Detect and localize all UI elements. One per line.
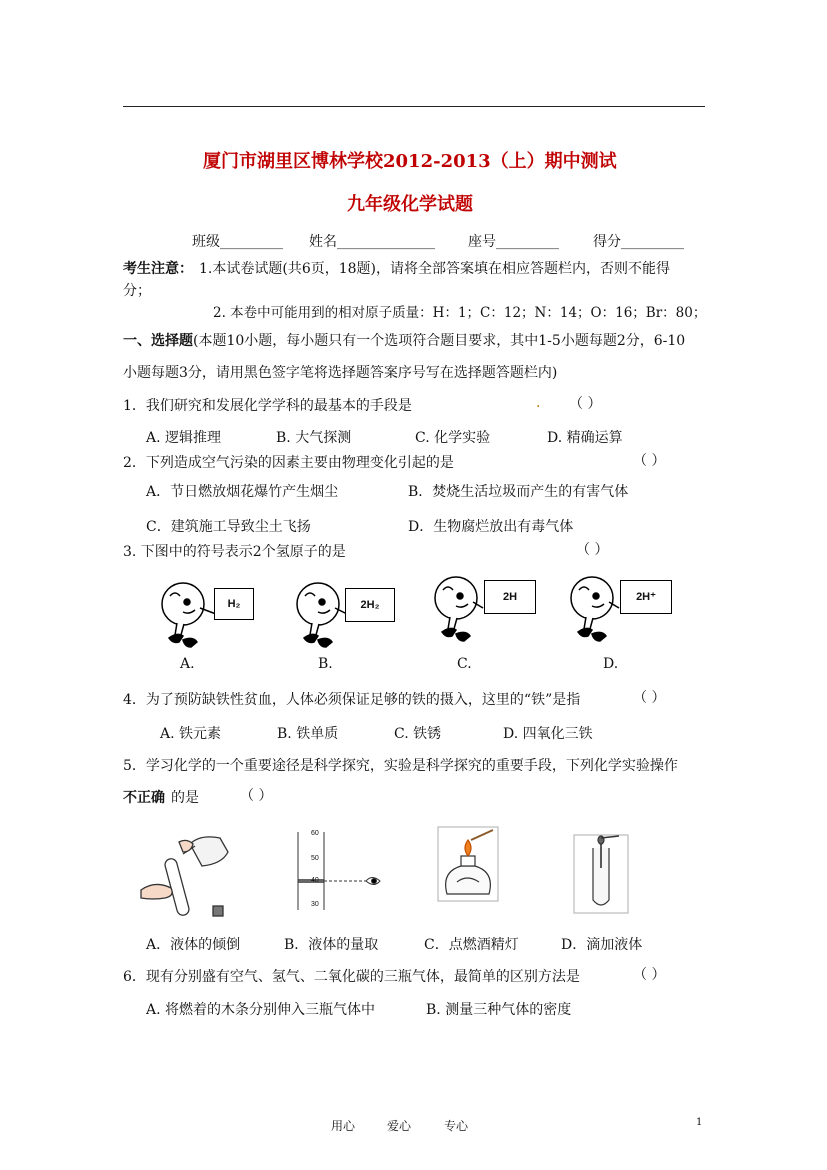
cylinder-tick-40: 40 (311, 877, 319, 884)
q6-answer-bracket: （ ） (633, 967, 666, 983)
q5-stem-bold: 不正确 (123, 790, 165, 806)
q2-option-c: C．建筑施工导致尘土飞扬 (146, 519, 311, 535)
graduated-cylinder-icon (298, 832, 380, 910)
q5-stem-rest: 的是 (171, 790, 199, 806)
q4-option-a: A. 铁元素 (160, 726, 222, 742)
q2-option-b: B．焚烧生活垃圾而产生的有害气体 (408, 484, 629, 500)
q2-answer-bracket: （ ） (633, 453, 666, 469)
notice-line-1: 1.本试卷试题(共6页，18题)，请将全部答案填在相应答题栏内，否则不能得 (199, 261, 671, 277)
cartoon-atom-icon (162, 583, 216, 647)
q3-box-d: 2H⁺ (620, 580, 672, 614)
q3-box-b: 2H₂ (345, 588, 395, 622)
q2-option-d: D．生物腐烂放出有毒气体 (408, 519, 574, 535)
q2-option-a: A．节日燃放烟花爆竹产生烟尘 (146, 484, 339, 500)
q1-stem: 1．我们研究和发展化学学科的最基本的手段是 (123, 398, 412, 414)
cylinder-tick-30: 30 (311, 901, 319, 908)
q5-answer-bracket: （ ） (240, 788, 273, 804)
page-number: 1 (696, 1117, 703, 1128)
q5-option-c: C．点燃酒精灯 (424, 937, 519, 953)
q3-label-a: A. (180, 656, 195, 672)
name-field: 姓名______________ (309, 234, 435, 250)
q5-figure-alcohol-lamp (437, 826, 499, 902)
exam-subtitle: 九年级化学试题 (347, 194, 473, 215)
test-tube-dropper-icon (574, 835, 628, 913)
q3-label-b: B. (318, 656, 333, 672)
header-rule (123, 106, 705, 107)
footer-motto-2: 爱心 (387, 1119, 412, 1133)
q3-stem: 3. 下图中的符号表示2个氢原子的是 (123, 544, 346, 560)
q3-label-c: C. (457, 656, 472, 672)
q5-stem-1: 5．学习化学的一个重要途径是科学探究，实验是科学探究的重要手段，下列化学实验操作 (123, 758, 678, 774)
q6-option-b: B. 测量三种气体的密度 (426, 1002, 572, 1018)
q4-option-b: B. 铁单质 (277, 726, 339, 742)
exam-title: 厦门市湖里区博林学校2012-2013（上）期中测试 (203, 151, 617, 172)
seat-field: 座号_________ (468, 234, 559, 250)
cartoon-atom-icon (297, 583, 347, 647)
cartoon-atom-icon (571, 577, 619, 641)
alcohol-lamp-icon (438, 827, 498, 901)
footer-motto-1: 用心 (331, 1119, 356, 1133)
q6-stem: 6．现有分别盛有空气、氢气、二氧化碳的三瓶气体，最简单的区别方法是 (123, 969, 580, 985)
footer-motto-3: 专心 (444, 1119, 469, 1133)
q6-option-a: A. 将燃着的木条分别伸入三瓶气体中 (146, 1002, 376, 1018)
q1-dot: . (536, 395, 541, 411)
q1-option-b: B. 大气探测 (276, 430, 352, 446)
q4-answer-bracket: （ ） (633, 690, 666, 706)
q4-option-c: C. 铁锈 (394, 726, 442, 742)
section-desc-1: (本题10小题，每小题只有一个选项符合题目要求，其中1-5小题每题2分，6-10 (193, 333, 686, 349)
q1-option-a: A. 逻辑推理 (146, 430, 222, 446)
cartoon-atom-icon (435, 577, 483, 641)
q1-option-c: C. 化学实验 (415, 430, 491, 446)
class-field: 班级_________ (192, 234, 283, 250)
q1-option-d: D. 精确运算 (547, 430, 623, 446)
q5-option-b: B．液体的量取 (284, 937, 379, 953)
score-field: 得分_________ (593, 234, 684, 250)
q4-option-d: D. 四氧化三铁 (503, 726, 593, 742)
q4-stem: 4．为了预防缺铁性贫血，人体必须保证足够的铁的摄入，这里的“铁”是指 (123, 692, 581, 708)
q3-box-c: 2H (484, 580, 536, 614)
section-desc-2: 小题每题3分，请用黑色签字笔将选择题答案序号写在选择题答题栏内) (123, 365, 558, 381)
q3-answer-bracket: （ ） (576, 542, 609, 558)
notice-label: 考生注意： (123, 261, 193, 277)
q5-figure-pouring (135, 830, 235, 926)
q2-stem: 2．下列造成空气污染的因素主要由物理变化引起的是 (123, 455, 454, 471)
q5-option-d: D．滴加液体 (561, 937, 643, 953)
q5-option-a: A．液体的倾倒 (146, 937, 241, 953)
q5-figure-dropper (573, 834, 629, 914)
q3-box-a: H₂ (214, 588, 254, 620)
cylinder-tick-60: 60 (311, 830, 319, 837)
notice-line-1b: 分； (123, 283, 151, 299)
section-label: 一、选择题 (123, 333, 193, 349)
notice-line-2: 2. 本卷中可能用到的相对原子质量：H：1；C：12；N：14；O：16；Br：80； (213, 305, 707, 321)
q5-figure-cylinder (294, 828, 394, 914)
q1-answer-bracket: （ ） (569, 396, 602, 412)
cylinder-tick-50: 50 (311, 855, 319, 862)
q3-label-d: D. (603, 656, 619, 672)
